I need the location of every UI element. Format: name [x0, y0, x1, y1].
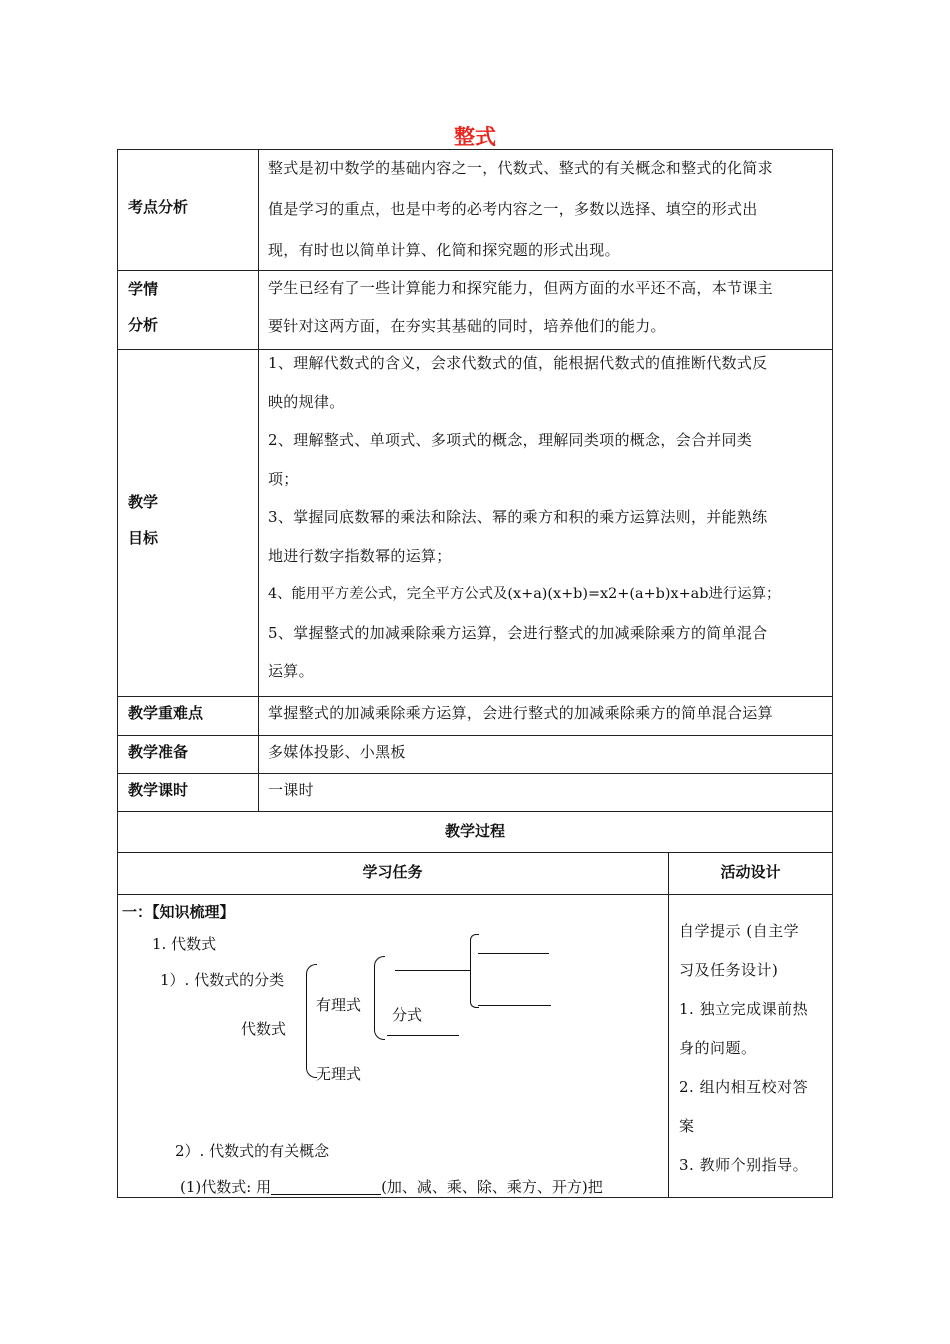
task-sub1: 1）. 代数式的分类 — [160, 971, 285, 989]
zhongnan-label: 教学重难点 — [128, 704, 204, 722]
tree-rational: 有理式 — [316, 996, 362, 1014]
fill-in-blank — [271, 1179, 381, 1195]
definition-line: (1)代数式: 用 (加、减、乘、除、乘方、开方)把 — [180, 1178, 603, 1196]
mubiao-text: 1、理解代数式的含义，会求代数式的值，能根据代数式的值推断代数式反 映的规律。 2、理解整式、单项式、多项式的概念，理解同类项的概念，会合并同类 项； 3、掌握同底数幂的乘法和除法、幂的乘方和积的乘方运算法则，并能熟练 地进行数字指数幂的运算； 4、能用平方差公式，完全平方公式及(x+a)(x+b)=x2+(a+b)x+ab进行运算； 5、掌握整式的加减乘除乘方运算，会进行整式的加减乘除乘方的简单混合 运算。 — [268, 354, 781, 680]
task-sub2: 2）. 代数式的有关概念 — [175, 1142, 330, 1160]
xueqing-text: 学生已经有了一些计算能力和探究能力，但两方面的水平还不高，本节课主 要针对这两方面，在夯实其基础的同时，培养他们的能力。 — [268, 279, 773, 335]
process-header: 教学过程 — [444, 822, 505, 840]
col-task-header: 学习任务 — [362, 863, 423, 881]
col-activity-header: 活动设计 — [720, 863, 781, 881]
zhongnan-text: 掌握整式的加减乘除乘方运算，会进行整式的加减乘除乘方的简单混合运算 — [268, 704, 773, 722]
task-item1: 1. 代数式 — [152, 935, 217, 953]
zhunbei-text: 多媒体投影、小黑板 — [268, 743, 406, 761]
mubiao-label-2: 目标 — [128, 529, 159, 547]
zhunbei-label: 教学准备 — [128, 743, 189, 761]
keshi-label: 教学课时 — [128, 781, 189, 799]
xueqing-label-1: 学情 — [128, 280, 159, 298]
tree-fraction: 分式 — [392, 1006, 423, 1024]
activity-text: 自学提示 (自主学 习及任务设计) 1. 独立完成课前热 身的问题。 2. 组内相互校对答 案 3. 教师个别指导。 — [679, 922, 809, 1174]
mubiao-label-1: 教学 — [128, 493, 159, 511]
tree-root: 代数式 — [241, 1020, 287, 1038]
kaodian-text: 整式是初中数学的基础内容之一，代数式、整式的有关概念和整式的化简求 值是学习的重点，也是中考的必考内容之一，多数以选择、填空的形式出 现，有时也以简单计算、化简和探究题的形式出现。 — [268, 159, 773, 259]
task-heading: 一：【知识梳理】 — [122, 903, 235, 921]
kaodian-label: 考点分析 — [128, 198, 189, 216]
xueqing-label-2: 分析 — [128, 316, 159, 334]
tree-irrational: 无理式 — [316, 1065, 362, 1083]
page-title: 整式 — [454, 125, 496, 149]
keshi-text: 一课时 — [268, 781, 314, 799]
